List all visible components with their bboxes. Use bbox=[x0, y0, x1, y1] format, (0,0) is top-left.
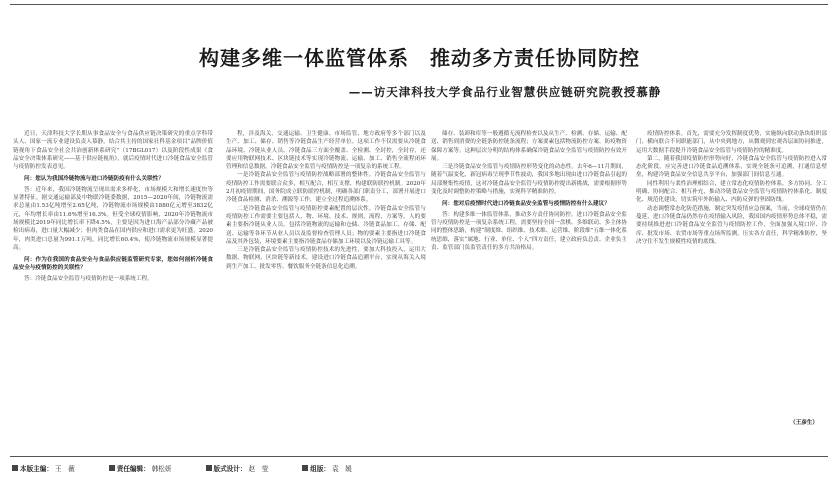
article-paragraph: 同性利用与柔性治理相结合，建立常态化疫情防控体系，多方协同、分工明确、协同配合、相互补充，推动冷链食品安全监管与疫情防控体系化、制度化、规范化建设，切实筑牢外防输入、内防反弹的坚固防线。 bbox=[636, 180, 827, 204]
article-column-2 bbox=[226, 130, 426, 450]
interview-question: 问：您认为我国冷链物流与进口冷链防疫有什么关联性？ bbox=[24, 176, 164, 183]
credit-value: 王 薇 bbox=[54, 465, 75, 473]
square-bullet-icon bbox=[12, 465, 18, 471]
article-paragraph: 二是冷链食品安全监管与疫情防控要素配置的层次性。冷链食品安全监管与疫情防控工作需要主要包括人、物、环境、技术、规则、流程、方案等，人的要素主要指冷链从业人员，包括冷链物流的运输和仓储、冷链食品加工、存储、配送、运输等各环节从业人员以及监督检查管理人员；物的要素主要指进口冷链食品及其外包装，环境要素主要指冷链食品存储加工环境以及冷链运输工具等。 bbox=[226, 205, 426, 245]
credit-typesetting bbox=[302, 463, 352, 473]
article-paragraph: 一是冷链食品安全监管与疫情防控战略部署的整体性。冷链食品安全监管与疫情防控工作需要联合众多，相互配合，相互支撑，构建联防联控机制。2020年2月初疫情期间，国务院成立联防联控机制，明确各部门职责分工，部署开展进口冷链食品检测、消杀、溯源等工作，建立全过程追溯体系。 bbox=[226, 172, 426, 204]
credit-layout-design bbox=[206, 463, 269, 473]
square-bullet-icon bbox=[109, 465, 115, 471]
article-paragraph: 程，涉及海关、交通运输、卫生健康、市场监管、地方政府等多个部门以及生产、加工、储存、销售等冷链食品生产经营单位。这项工作不仅需要从冷链食品环境、冷链从业人员、冷链食品三方面全覆盖、全检测、全封控，全封存，还要应用物联网技术、区块链技术等实现冷链物流、运输、加工、销售全流程闭环管理和信息数据，冷链食品安全监管与疫情防控是一项复杂的系统工程。 bbox=[226, 131, 426, 171]
article-paragraph: 答：构建多维一体监管体系，推动多方责任协同防控。进口冷链食品安全监管与疫情防控是一项复杂系统工程，需要坚持全国一盘棋、多维联动、多主体协同的整体思路，构建“制度维、组织维、技术维、运营维、阶段维”五维一体化系统思维，落实“属地、行业、单位、个人”四方责任，建立政府负总责、企业负主责、监管部门负监管责任的多方共治格局。 bbox=[431, 211, 627, 251]
article-column-3 bbox=[431, 130, 627, 450]
article-paragraph: 动态调整常态化防范措施，制定突发疫情应急预案，当前，全球疫情仍在蔓延，进口冷链食品仍然存在疫情输入风险，我国国内疫情形势总体平稳，需要持续推进进口冷链食品安全监管与疫情防控工作，全面加强入境口岸、冷库、批发市场、农贸市场等重点场所监测，压实各方责任，科学精准防控，坚决守住不发生规模性疫情的底线。 bbox=[636, 205, 827, 245]
credit-chief-editor bbox=[12, 463, 75, 473]
article-column-4 bbox=[636, 130, 827, 450]
credit-value: 袁 媛 bbox=[332, 465, 352, 473]
interview-question: 问：您对后疫情时代进口冷链食品安全监管与疫情防控有什么建议？ bbox=[442, 201, 610, 208]
article-paragraph: 答：近年来，我国冷链物流呈现出需求多样化、市场规模大和增长速度快等显著特征。据交通运输部及中物联冷链委数据，2015—2020年间，冷链物流需求总量由1.53亿吨增至2.65亿吨，冷链物流市场规模由1880亿元增至3832亿元，年均增长率由11.6%增至16.3%。但受全球疫情影响，2020年冷链物流市场规模比2019年同比增长率下降4.5%，主要是因为进口海产品部分冷藏产品被检出病毒，进口量大幅减少；但肉类食品在国内供应和进口需求更为旺盛，2020年，肉类进口总量为991.1万吨，同比增长60.4%，使冷链物流市场规模显著提高。 bbox=[13, 186, 213, 251]
credit-value: 韩松妍 bbox=[151, 465, 172, 473]
editor-credits bbox=[12, 461, 828, 475]
article-column-1 bbox=[13, 130, 213, 450]
credit-responsible-editor bbox=[109, 463, 172, 473]
interview-question: 问：作为在我国的食品安全与食品供应链监管研究专家，您如何剖析冷链食品安全与疫情防控的关联性？ bbox=[13, 257, 213, 272]
square-bullet-icon bbox=[302, 465, 308, 471]
article-paragraph: 近日，天津科技大学长期从事食品安全与食品供应链决策研究的重点学科带头人、国家一流专业建设负责人慕静，结合其主持的国家社科基金项目“品牌价值链视角下食品安全社会共治创新体系研究”（17BGL017）以及阶段性成果《食品安全决策体系研究——基于供应链视角》，就后疫情时代进口冷链食品安全监管与疫情防控发表意见。 bbox=[13, 131, 213, 171]
article-subheadline: ——访天津科技大学食品行业智慧供应链研究院教授慕静 bbox=[348, 85, 662, 99]
article-paragraph: 三是冷链食品安全监管与疫情防控技术的先进性，要加大科技投入，运用大数据、物联网、区块链等新技术，建设进口冷链食品追溯平台，实现从海关入境到生产加工、批发零售、餐饮服务全链条信息化追溯。 bbox=[226, 247, 426, 270]
credit-label: 责任编辑： bbox=[116, 465, 150, 473]
credit-value: 赵 莹 bbox=[248, 465, 269, 473]
credit-label: 组版： bbox=[310, 465, 331, 473]
article-paragraph: 第二，随着我国疫情防控形势向好，冷链食品安全监管与疫情防控进入常态化阶段，应完善进口冷链食品追溯体系，实现全链条可追溯，打通信息壁垒，构建冷链食品安全信息共享平台，加强部门间信息互通。 bbox=[636, 155, 827, 179]
credit-label: 本版主编： bbox=[20, 465, 53, 473]
bottom-rule bbox=[10, 456, 828, 457]
article-paragraph: 疫情防控体系。首先，需要充分发挥制度优势，实施纵向联动条块组织部门、横向联合不同职能部门，从中央到地方，从微观到宏观各层面协同推进，运用大数据手段提升冷链食品安全监管与疫情防控的精准度。 bbox=[636, 131, 827, 154]
author-credit: （王彦生） bbox=[790, 420, 818, 426]
square-bullet-icon bbox=[206, 465, 212, 471]
article-headline: 构建多维一体监管体系 推动多方责任协同防控 bbox=[199, 46, 640, 70]
article-paragraph: 答：冷链食品安全监管与疫情防控是一项系统工程， bbox=[24, 275, 153, 282]
top-rule bbox=[10, 4, 828, 5]
article-paragraph: 三是冷链食品安全监管与疫情防控形势变化的动态性。去年6—11月期间，随着气温变化，新冠病毒呈现季节性波动，我国多地出现由进口冷链食品引起的局部聚集性疫情，这对冷链食品安全监管与疫情防控提出新挑战，需要根据形势变化及时调整防控策略与措施，实现科学精准防控。 bbox=[431, 164, 627, 196]
article-paragraph: 储存、装卸和库等一般遵循无流程检查以及从生产、检测、存储、运输、配送、销售到消费的全链条防控链条流程；方案要素包括物流防控方案、防疫物资保障方案等。这种层次分明的结构体系确保冷链食品安全监管与疫情防控有效开展。 bbox=[431, 131, 627, 162]
credit-label: 版式设计： bbox=[213, 465, 247, 473]
